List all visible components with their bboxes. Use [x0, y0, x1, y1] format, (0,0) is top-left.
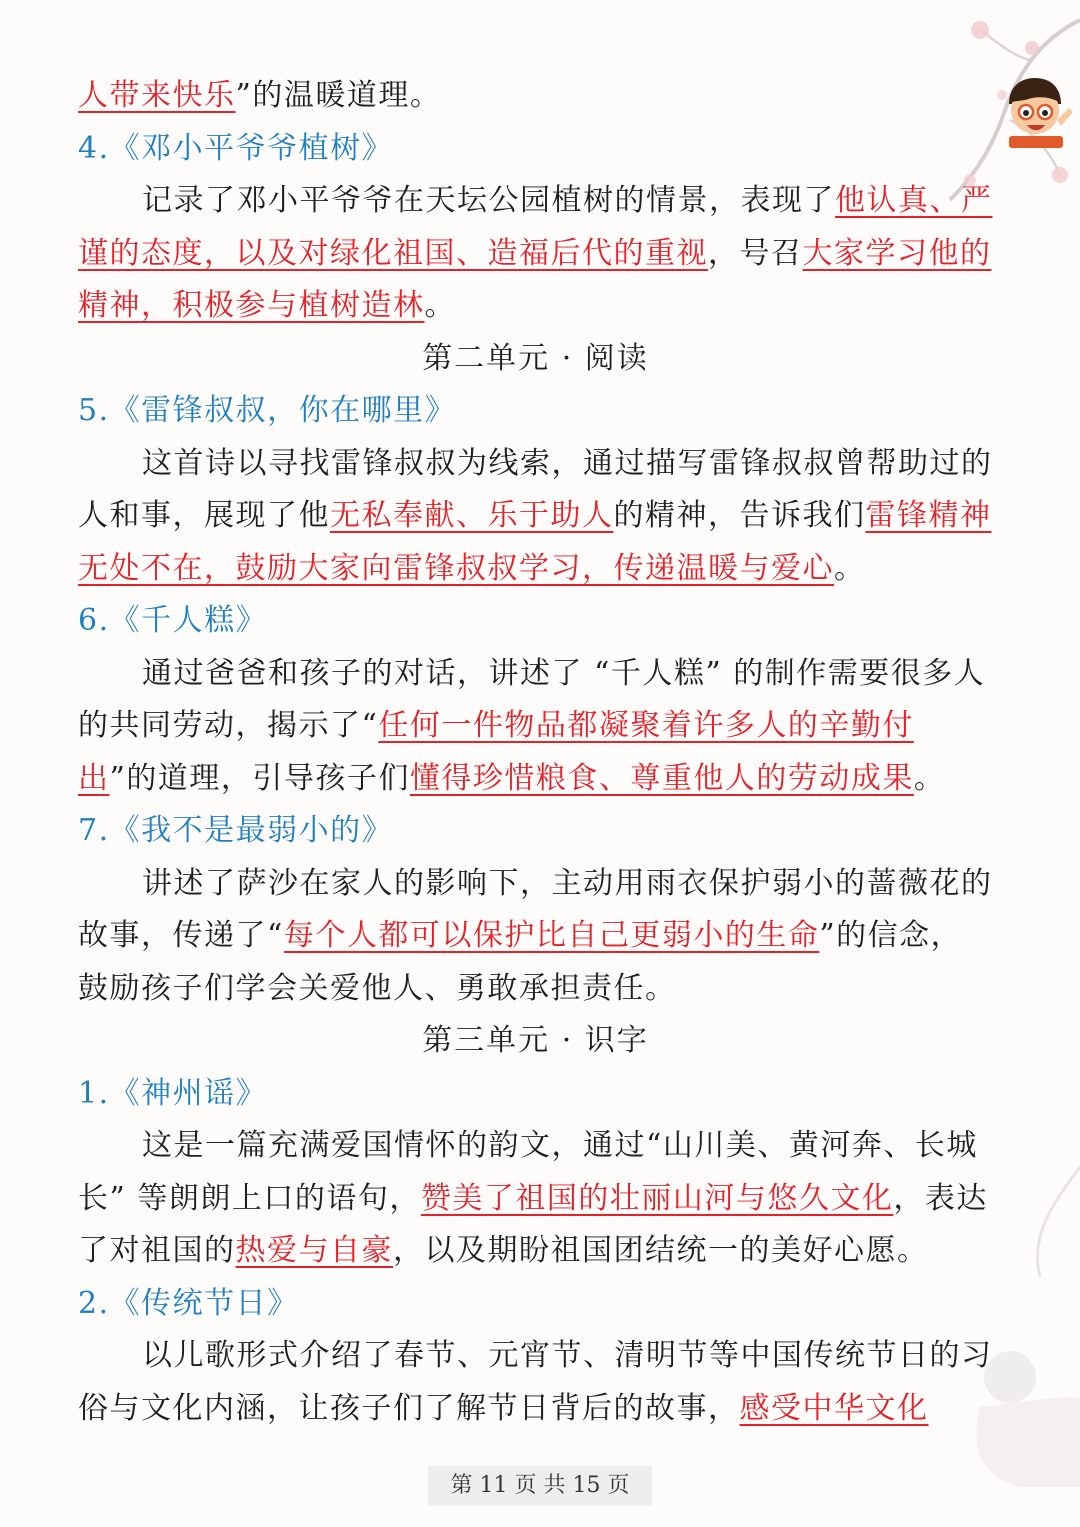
highlight-text: 每个人都可以保护比自己更弱小的生命: [283, 918, 820, 953]
highlight-text: 他认真、严谨的态度，以及对绿化祖国、造福后代的重视: [78, 183, 993, 271]
highlight-text: 感受中华文化: [739, 1390, 929, 1426]
lesson-title: 2.《传统节日》: [78, 1285, 299, 1321]
body-text: 。: [834, 550, 866, 586]
body-text: 讲述了萨沙在家人的影响下，主动用雨衣保护弱小的蔷薇花的故事，传递了“: [78, 865, 993, 953]
lesson-title: 4.《邓小平爷爷植树》: [78, 130, 394, 166]
highlight-text: 热爱与自豪: [235, 1233, 393, 1268]
unit-heading: 第二单元 · 阅读: [422, 340, 649, 376]
body-text: 记录了邓小平爷爷在天坛公园植树的情景，表现了: [142, 183, 835, 218]
body-text: 通过爸爸和孩子的对话，讲述了 “千人糕” 的制作需要很多人的共同劳动，揭示了“: [78, 655, 986, 743]
lesson-summary: [78, 1330, 993, 1435]
highlight-text: 大家学习他的精神，积极参与植树造林: [78, 235, 992, 323]
unit-heading: 第三单元 · 识字: [422, 1023, 649, 1058]
boy-mascot-icon: [995, 70, 1075, 150]
lesson-title: 5.《雷锋叔叔，你在哪里》: [78, 393, 457, 428]
body-text: ”的温暖道理。: [235, 78, 442, 113]
body-text: ”的信念，鼓励孩子们学会关爱他人、勇敢承担责任。: [78, 918, 963, 1006]
body-text: 以儿歌形式介绍了春节、元宵节、清明节等中国传统节日的习俗与文化内涵，让孩子们了解节日背后的故事，: [78, 1338, 993, 1426]
lesson-title: 1.《神州谣》: [78, 1075, 268, 1111]
highlight-text: 懂得珍惜粮食、尊重他人的劳动成果: [409, 760, 914, 796]
highlight-text: 人带来快乐: [78, 78, 236, 113]
document-body: [78, 70, 993, 1435]
body-text: 。: [424, 288, 456, 323]
lesson-summary: [78, 648, 993, 806]
intro-line: [78, 70, 993, 123]
highlight-text: 赞美了祖国的壮丽山河与悠久文化: [420, 1180, 894, 1216]
body-text: ，号召: [708, 235, 803, 271]
body-text: 的精神，告诉我们: [613, 498, 866, 533]
lesson-summary: [78, 438, 993, 596]
body-text: ，表达了对祖国的: [78, 1180, 988, 1268]
highlight-text: 无私奉献、乐于助人: [330, 498, 614, 533]
body-text: 这是一篇充满爱国情怀的韵文，通过“山川美、黄河奔、长城长” 等朗朗上口的语句，: [78, 1128, 978, 1216]
body-text: ，以及期盼祖国团结统一的美好心愿。: [393, 1233, 929, 1268]
lesson-title: 7.《我不是最弱小的》: [78, 813, 394, 848]
body-text: ”的道理，引导孩子们: [109, 760, 410, 796]
lesson-summary: [78, 858, 993, 1016]
lesson-summary: [78, 175, 993, 333]
highlight-text: 雷锋精神无处不在，鼓励大家向雷锋叔叔学习，传递温暖与爱心: [78, 498, 992, 586]
lesson-title: 6.《千人糕》: [78, 603, 268, 638]
body-text: 。: [913, 760, 946, 796]
lesson-summary: [78, 1120, 993, 1278]
page-number: 第 11 页 共 15 页: [428, 1466, 652, 1506]
highlight-text: 任何一件物品都凝聚着许多人的辛勤付出: [78, 708, 914, 796]
body-text: 这首诗以寻找雷锋叔叔为线索，通过描写雷锋叔叔曾帮助过的人和事，展现了他: [78, 445, 993, 533]
